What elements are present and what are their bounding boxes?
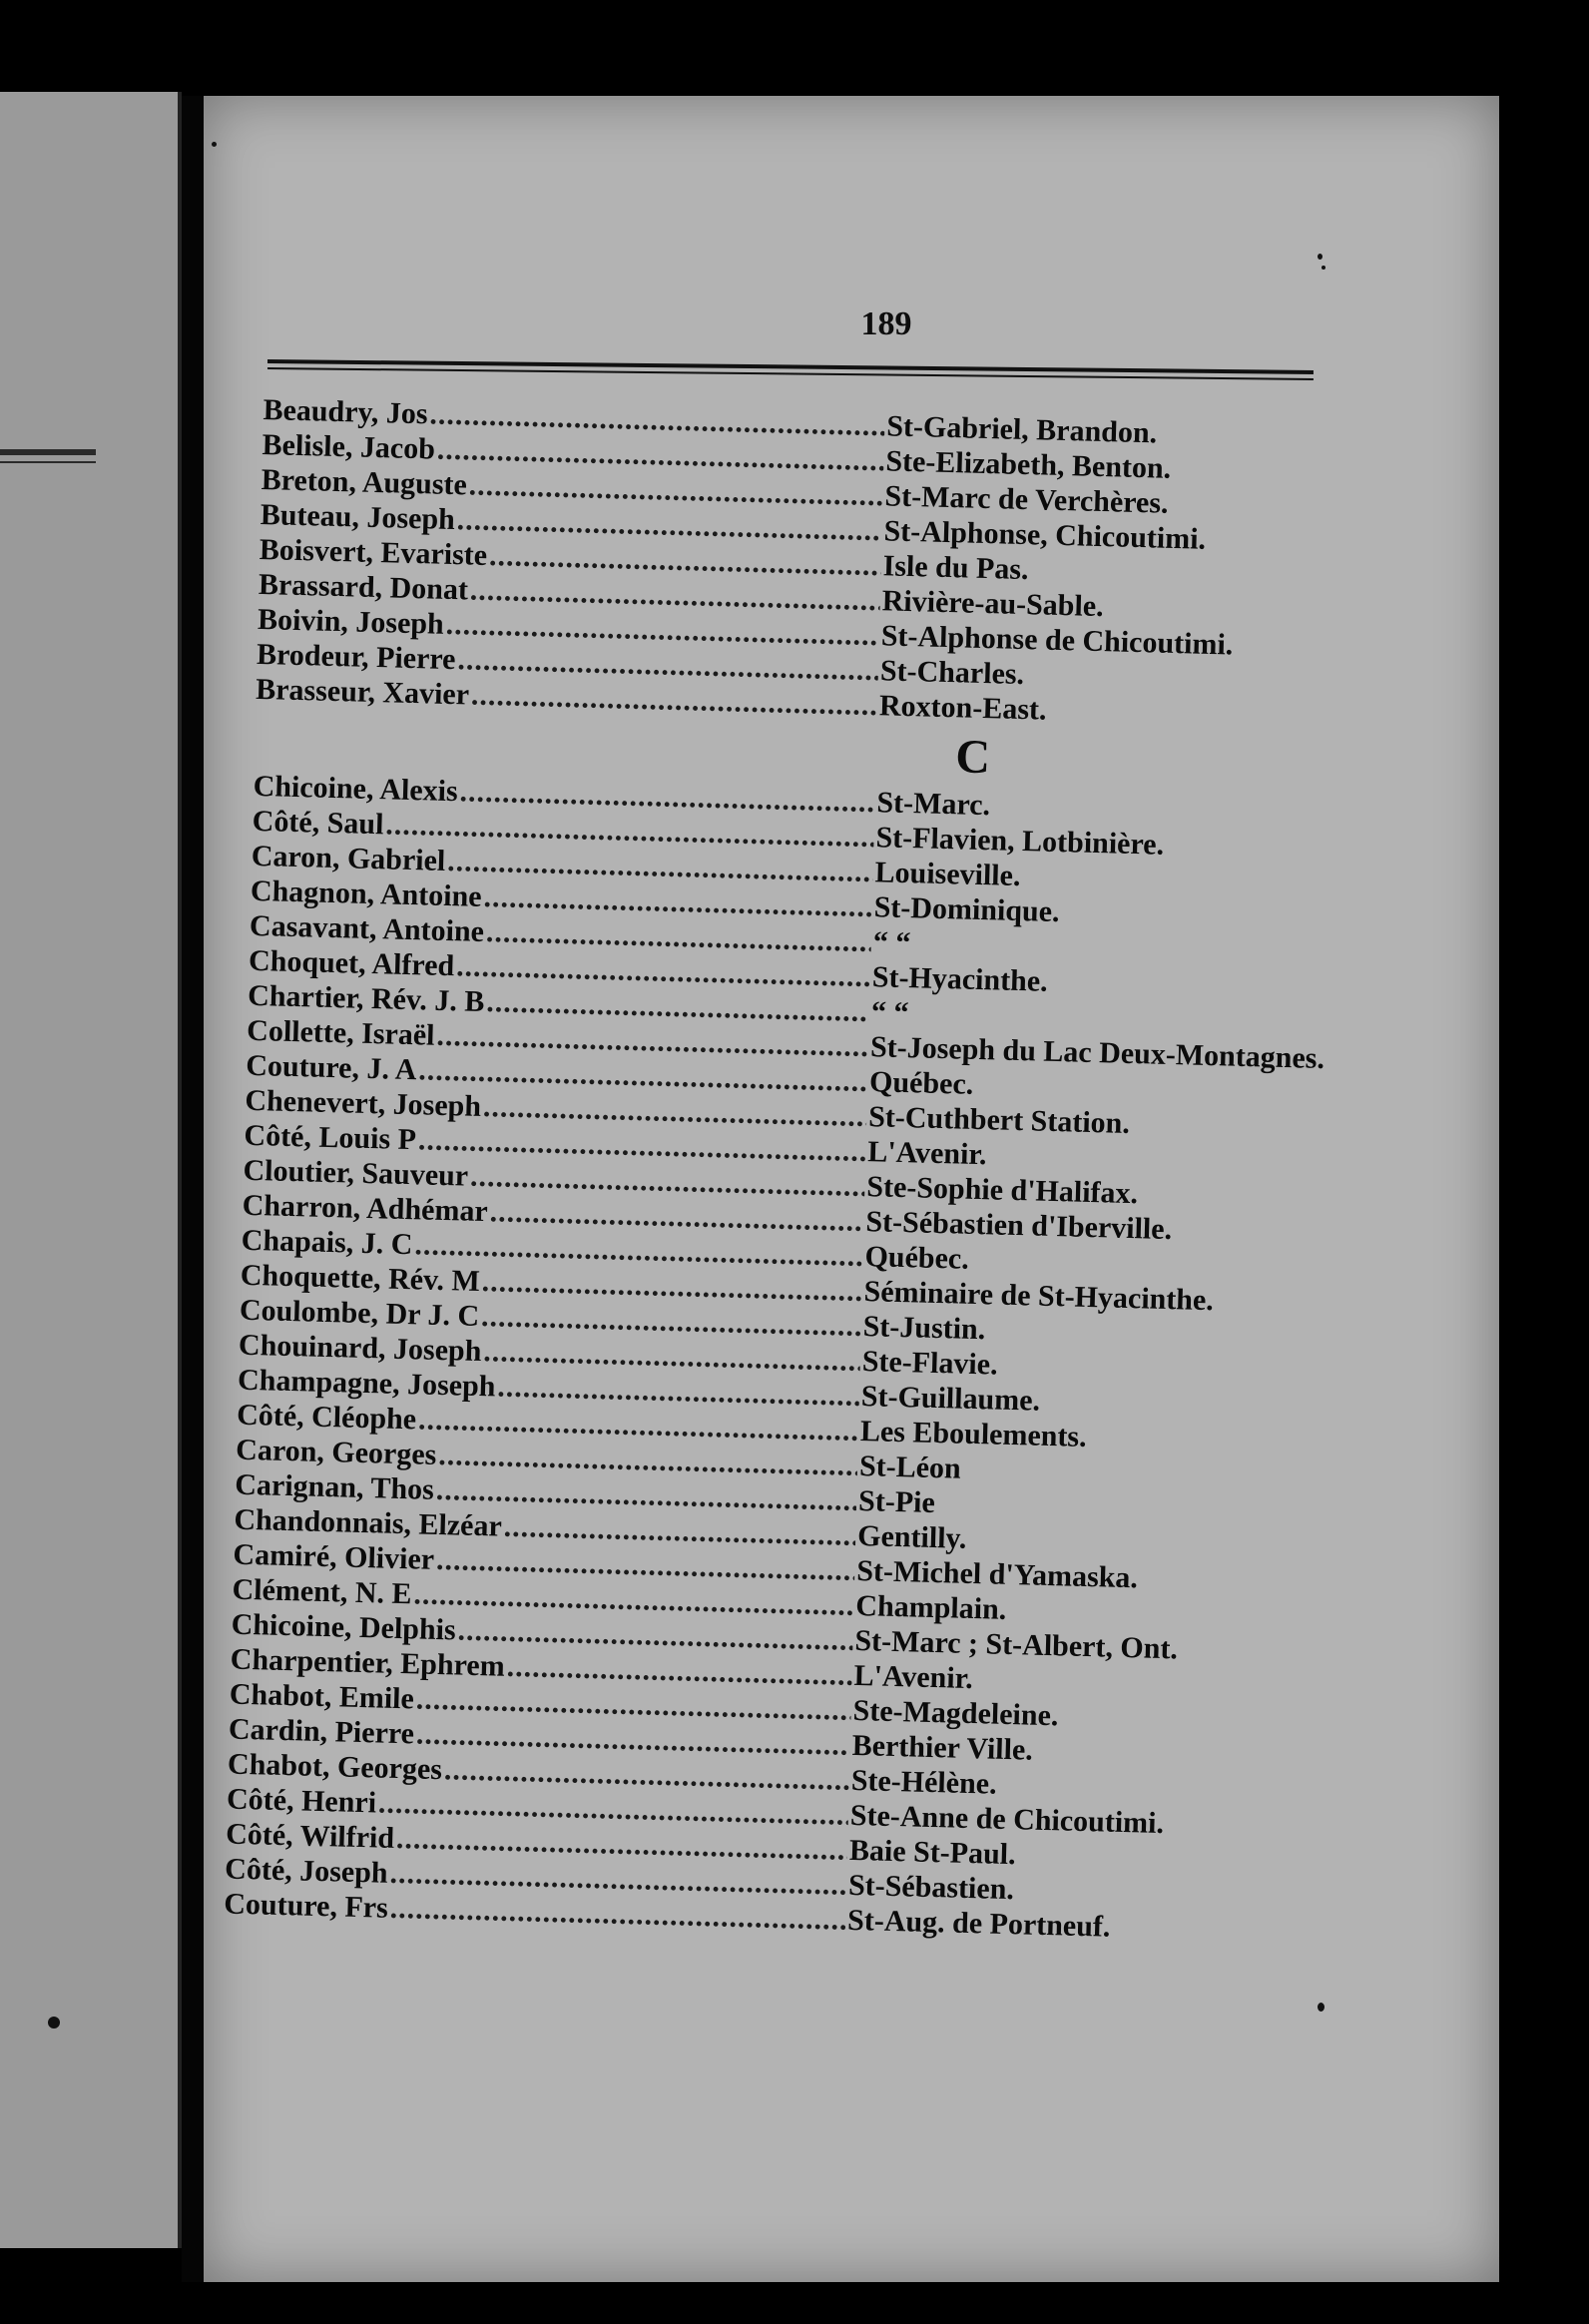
entry-name: Camiré, Olivier [233, 1537, 435, 1576]
entry-place: L'Avenir. [866, 1135, 987, 1172]
entry-place: Gentilly. [856, 1518, 967, 1555]
entry-name: Caron, Georges [235, 1433, 437, 1471]
entry-place: St-Guillaume. [860, 1380, 1041, 1418]
entry-name: Choquette, Rév. M [240, 1258, 481, 1298]
ink-speck [48, 2017, 60, 2029]
entry-name: Côté, Wilfrid [225, 1817, 395, 1855]
entry-place: “ “ [870, 995, 909, 1030]
entry-place: Baie St-Paul. [848, 1833, 1017, 1872]
entry-name: Belisle, Jacob [262, 427, 436, 466]
entry-name: Couture, J. A [245, 1048, 417, 1087]
section-heading-c: C [954, 730, 991, 785]
entry-name: Choquet, Alfred [248, 943, 455, 983]
entry-name: Boisvert, Evariste [259, 532, 488, 572]
entry-place: St-Justin. [862, 1310, 986, 1347]
entry-place: Québec. [864, 1240, 970, 1276]
entry-place: Ste-Elizabeth, Benton. [885, 444, 1172, 485]
ink-speck [212, 142, 217, 147]
entry-place: St-Alphonse de Chicoutimi. [880, 619, 1234, 662]
entry-place: Ste-Anne de Chicoutimi. [849, 1798, 1165, 1841]
entry-place: St-Léon [858, 1450, 962, 1485]
entry-name: Chicoine, Delphis [231, 1607, 457, 1647]
entry-place: St-Alphonse, Chicoutimi. [883, 514, 1207, 556]
entry-place: Ste-Flavie. [861, 1345, 999, 1382]
entry-name: Brodeur, Pierre [256, 637, 456, 677]
entry-name: Côté, Saul [252, 804, 384, 842]
entry-name: Chicoine, Alexis [253, 769, 459, 809]
section-c-list [223, 769, 1325, 1949]
entry-place: Ste-Sophie d'Halifax. [865, 1170, 1139, 1211]
entry-place: St-Charles. [879, 654, 1025, 692]
entry-place: Berthier Ville. [851, 1728, 1034, 1767]
entry-name: Beaudry, Jos [263, 393, 428, 431]
ink-speck [1318, 2003, 1324, 2012]
entry-place: St-Pie [857, 1483, 936, 1519]
entry-place: St-Aug. de Portneuf. [846, 1903, 1111, 1944]
entry-place: St-Marc. [876, 786, 991, 823]
entry-name: Chapais, J. C [241, 1223, 413, 1262]
entry-place: St-Michel d'Yamaska. [855, 1553, 1139, 1595]
facing-page-edge [0, 92, 182, 2248]
entry-place: St-Sébastien d'Iberville. [865, 1205, 1173, 1247]
entry-name: Coulombe, Dr J. C [239, 1293, 480, 1333]
entry-name: Breton, Auguste [261, 462, 468, 502]
entry-name: Carignan, Thos [234, 1467, 435, 1506]
entry-name: Caron, Gabriel [251, 839, 446, 877]
entry-name: Chenevert, Joseph [245, 1083, 482, 1123]
entry-name: Côté, Louis P [244, 1118, 417, 1157]
entry-name: Clément, N. E [232, 1572, 412, 1611]
entry-place: St-Flavien, Lotbinière. [875, 821, 1165, 862]
entry-name: Côté, Cléophe [236, 1398, 417, 1437]
entry-name: Chartier, Rév. J. B [247, 978, 485, 1018]
entry-place: Ste-Hélène. [850, 1763, 997, 1801]
entry-place: St-Marc de Verchères. [884, 479, 1169, 520]
entry-place: St-Dominique. [873, 890, 1060, 929]
entry-name: Cloutier, Sauveur [243, 1153, 469, 1193]
entry-name: Collette, Israël [246, 1013, 435, 1052]
entry-place: St-Sébastien. [847, 1868, 1015, 1907]
entry-place: “ “ [872, 925, 911, 960]
entry-name: Brasseur, Xavier [255, 672, 470, 712]
entry-name: Champagne, Joseph [237, 1363, 496, 1404]
entry-name: Charpentier, Ephrem [230, 1642, 506, 1683]
entry-name: Charron, Adhémar [242, 1188, 489, 1229]
document-page [204, 96, 1499, 2282]
page-number: 189 [860, 305, 912, 342]
entry-name: Chabot, Georges [227, 1747, 443, 1787]
entry-name: Boivin, Joseph [257, 602, 445, 641]
entry-name: Buteau, Joseph [260, 497, 456, 537]
entry-name: Côté, Joseph [224, 1852, 389, 1890]
entry-place: Les Eboulements. [859, 1415, 1088, 1453]
entry-place: Séminaire de St-Hyacinthe. [863, 1275, 1215, 1318]
entry-name: Brassard, Donat [258, 567, 469, 607]
entry-name: Chabot, Emile [229, 1677, 415, 1716]
facing-page-rule [0, 449, 96, 455]
entry-place: L'Avenir. [853, 1658, 974, 1696]
entry-place: St-Gabriel, Brandon. [885, 409, 1158, 450]
entry-place: Rivière-au-Sable. [881, 584, 1105, 624]
ink-speck [1318, 254, 1323, 260]
entry-name: Chouinard, Joseph [238, 1328, 482, 1369]
entry-name: Couture, Frs [223, 1887, 389, 1925]
entry-name: Chandonnais, Elzéar [234, 1502, 503, 1543]
section-b-list [256, 393, 1262, 734]
entry-place: Ste-Magdeleine. [852, 1693, 1059, 1733]
directory-column [223, 393, 1325, 1949]
entry-place: St-Joseph du Lac Deux-Montagnes. [869, 1030, 1325, 1076]
book-gutter [182, 96, 204, 2282]
entry-place: Champlain. [854, 1588, 1007, 1626]
facing-page-rule-thin [0, 461, 96, 463]
entry-place: St-Hyacinthe. [871, 960, 1049, 998]
entry-place: Isle du Pas. [882, 549, 1029, 587]
entry-place: St-Cuthbert Station. [867, 1100, 1131, 1140]
entry-place: Québec. [868, 1065, 974, 1101]
ink-speck [1322, 266, 1325, 270]
entry-name: Côté, Henri [226, 1782, 377, 1820]
entry-name: Chagnon, Antoine [250, 873, 483, 913]
entry-name: Casavant, Antoine [249, 908, 485, 948]
entry-place: Roxton-East. [878, 689, 1047, 727]
entry-place: St-Marc ; St-Albert, Ont. [854, 1623, 1179, 1666]
entry-name: Cardin, Pierre [228, 1712, 415, 1751]
entry-place: Louiseville. [874, 856, 1021, 893]
